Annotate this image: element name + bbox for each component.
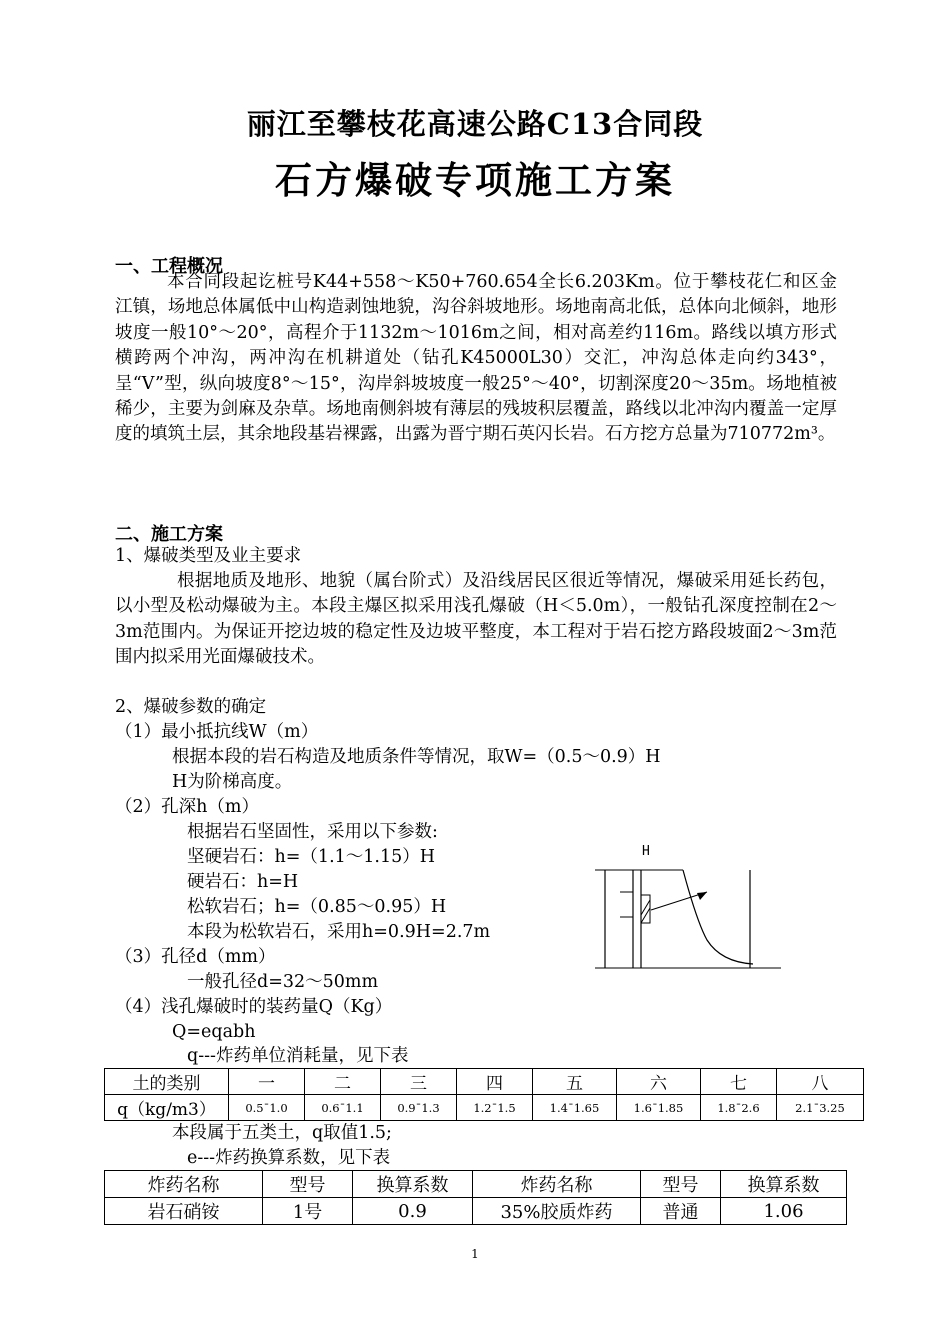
diagram-slope-curve [683,870,753,964]
e-table-header: 换算系数 [721,1171,847,1198]
param-h-line4: 松软岩石；h=（0.85～0.95）H [187,897,447,917]
q-table-value: 0.6¯1.1 [305,1095,381,1121]
param-q-description: q---炸药单位消耗量，见下表 [187,1046,409,1066]
param-h-line3: 硬岩石：h=H [187,872,299,892]
e-table-cell: 0.9 [353,1198,473,1225]
q-table-category: 四 [457,1069,533,1095]
param-d-title: （3）孔径d（mm） [115,947,276,967]
q-note: 本段属于五类土，q取值1.5; [172,1123,392,1143]
e-table-cell: 35%胶质炸药 [473,1198,641,1225]
e-table-cell: 1.06 [721,1198,847,1225]
e-table-header: 型号 [263,1171,353,1198]
param-h-line2: 坚硬岩石：h=（1.1～1.15）H [187,847,435,867]
e-table-cell: 岩石硝铵 [105,1198,263,1225]
q-table-category: 六 [617,1069,701,1095]
param-h-line5: 本段为松软岩石，采用h=0.9H=2.7m [187,922,491,942]
q-table-value: 0.5¯1.0 [229,1095,305,1121]
param-w-line2: H为阶梯高度。 [172,772,293,792]
diagram-label: H [642,844,650,859]
subsection1-title: 1、爆破类型及业主要求 [115,546,302,566]
q-table-value: 2.1¯3.25 [777,1095,864,1121]
q-table-category: 一 [229,1069,305,1095]
e-description: e---炸药换算系数，见下表 [187,1148,391,1168]
subsection1-body: 根据地质及地形、地貌（属台阶式）及沿线居民区很近等情况，爆破采用延长药包，以小型及松动爆破为主。本段主爆区拟采用浅孔爆破（H＜5.0m），一般钻孔深度控制在2～3m范围内。为保证开挖边坡的稳定性及边坡平整度，本工程对于岩石挖方路段坡面2～3m范围内拟采用光面爆破技术。 [115,571,837,668]
q-table-value: 1.4¯1.65 [533,1095,617,1121]
document-title-line2: 石方爆破专项施工方案 [275,158,675,202]
e-table-header: 换算系数 [353,1171,473,1198]
param-h-title: （2）孔深h（m） [115,797,259,817]
q-table-value: 1.6¯1.85 [617,1095,701,1121]
q-table-category: 八 [777,1069,864,1095]
q-table-value-row [105,1095,864,1121]
e-table-header: 型号 [641,1171,721,1198]
blasting-diagram [585,840,790,975]
q-table-value: 1.8¯2.6 [701,1095,777,1121]
q-table-header-row [105,1069,864,1095]
diagram-arrow-head [697,892,707,900]
e-table-header: 炸药名称 [473,1171,641,1198]
q-table-value: 0.9¯1.3 [381,1095,457,1121]
param-h-line1: 根据岩石坚固性，采用以下参数: [187,822,438,842]
document-title-line1: 丽江至攀枝花高速公路C13合同段 [246,107,704,141]
e-coefficient-table [104,1170,847,1225]
diagram-hatch [641,908,650,923]
q-table-row-label: q（kg/m3） [105,1095,229,1121]
param-d-line1: 一般孔径d=32～50mm [187,972,379,992]
e-table-header-row [105,1171,847,1198]
subsection2-title: 2、爆破参数的确定 [115,697,267,717]
section1-heading: 一、工程概况 [115,256,223,277]
q-table-category: 五 [533,1069,617,1095]
diagram-charge [641,895,650,923]
q-table-value: 1.2¯1.5 [457,1095,533,1121]
page-number: 1 [471,1247,479,1261]
q-table-category: 三 [381,1069,457,1095]
param-w-line1: 根据本段的岩石构造及地质条件等情况，取W=（0.5～0.9）H [172,747,661,767]
e-table-header: 炸药名称 [105,1171,263,1198]
q-table-header-label: 土的类别 [105,1069,229,1095]
section2-heading: 二、施工方案 [115,524,223,545]
diagram-hatch [641,900,650,915]
q-consumption-table [104,1068,864,1121]
param-w-title: （1）最小抵抗线W（m） [115,722,319,742]
param-q-title: （4）浅孔爆破时的装药量Q（Kg） [115,997,393,1017]
q-table-category: 二 [305,1069,381,1095]
e-table-cell: 1号 [263,1198,353,1225]
e-table-cell: 普通 [641,1198,721,1225]
e-table-row [105,1198,847,1225]
q-table-category: 七 [701,1069,777,1095]
param-q-formula: Q=eqabh [172,1022,256,1042]
section1-body: 本合同段起讫桩号K44+558～K50+760.654全长6.203Km。位于攀枝花仁和区金江镇，场地总体属低中山构造剥蚀地貌，沟谷斜坡地形。场地南高北低，总体向北倾斜，地形坡度一般10°～20°，高程介于1132m～1016m之间，相对高差约116m。路线以填方形式横跨两个冲沟，两冲沟在机耕道处（钻孔K45000L30）交汇，冲沟总体走向约343°，呈“V”型，纵向坡度8°～15°，沟岸斜坡坡度一般25°～40°，切割深度20～35m。场地植被稀少，主要为剑麻及杂草。场地南侧斜坡有薄层的残坡积层覆盖，路线以北冲沟内覆盖一定厚度的填筑土层，其余地段基岩裸露，出露为晋宁期石英闪长岩。石方挖方总量为710772m³。 [115,272,837,445]
